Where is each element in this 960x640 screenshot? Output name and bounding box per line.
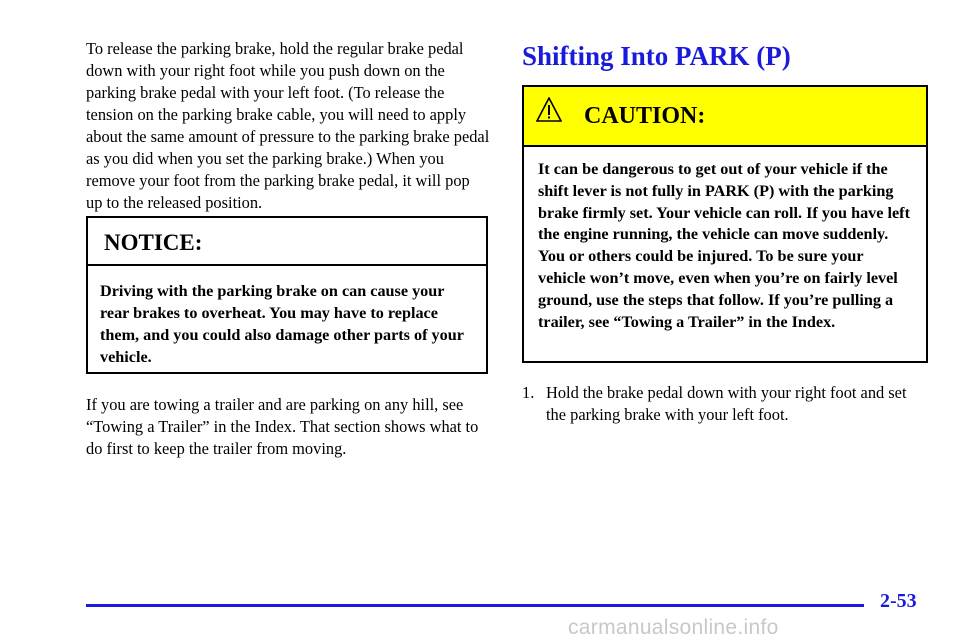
step-1-number: 1. bbox=[522, 383, 535, 402]
caution-text: It can be dangerous to get out of your vehicle if the shift lever is not fully in PARK (P) with the parking brake firmly set. Your vehicle can roll. If you have left the engine running, the vehicle can move suddenly. You or others could be injured. To be sure your vehicle won’t move, even when you’re on fairly level ground, use the steps that follow. If you’re pulling a trailer, see “Towing a Trailer” in the Index. bbox=[538, 160, 910, 331]
footer-rule bbox=[86, 604, 864, 607]
section-title: Shifting Into PARK (P) bbox=[522, 41, 791, 71]
caution-heading: CAUTION: bbox=[584, 103, 706, 129]
page-number: 2-53 bbox=[880, 590, 917, 612]
towing-paragraph: If you are towing a trailer and are parking on any hill, see “Towing a Trailer” in the Index. That section shows what to do first to keep the trailer from moving. bbox=[86, 395, 479, 458]
step-1-text: Hold the brake pedal down with your right foot and set the parking brake with your left foot. bbox=[546, 383, 907, 424]
watermark: carmanualsonline.info bbox=[568, 616, 779, 639]
release-paragraph: To release the parking brake, hold the regular brake pedal down with your right foot while you push down on the parking brake pedal with your left foot. (To release the tension on the parking brake cable, you will need to apply about the same amount of pressure to the parking brake pedal as you did when you set the parking brake.) When you remove your foot from the parking brake pedal, it will pop up to the released position. bbox=[86, 39, 490, 212]
notice-heading: NOTICE: bbox=[88, 218, 486, 266]
notice-box bbox=[86, 216, 488, 374]
towing-paragraph-wrap bbox=[86, 394, 490, 460]
step-1 bbox=[522, 382, 928, 426]
left-column bbox=[86, 38, 490, 214]
warning-triangle-icon bbox=[536, 97, 562, 123]
caution-box bbox=[522, 85, 928, 363]
caution-header bbox=[524, 87, 926, 147]
notice-text: Driving with the parking brake on can cause your rear brakes to overheat. You may have to replace them, and you could also damage other parts of your vehicle. bbox=[100, 282, 464, 366]
